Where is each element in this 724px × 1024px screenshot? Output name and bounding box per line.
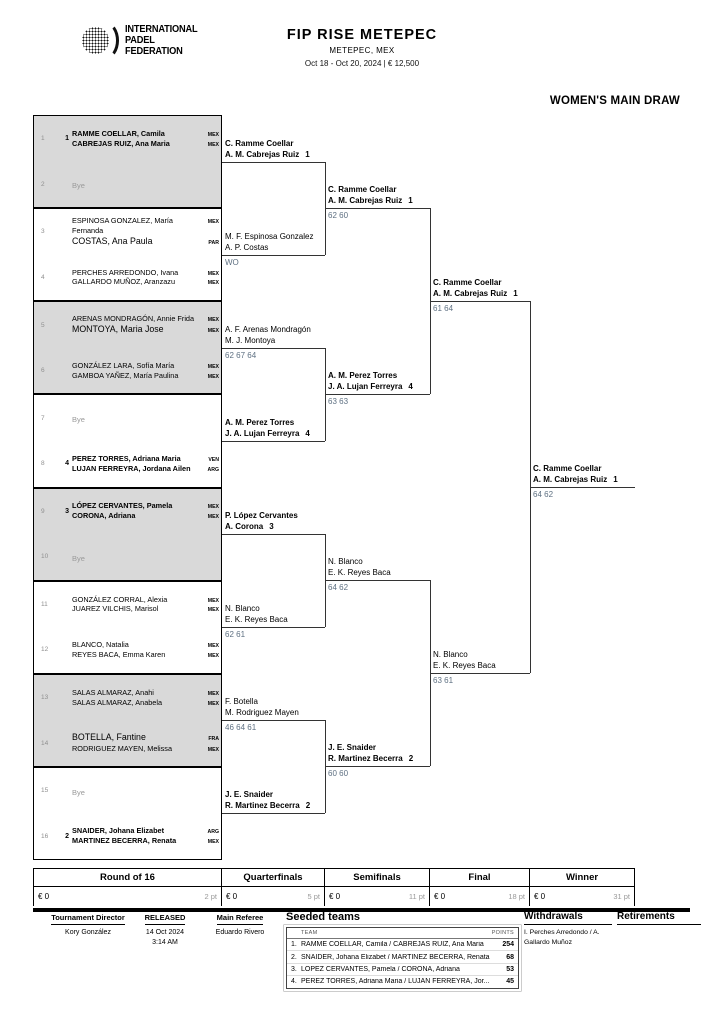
slot-number: 8 <box>41 460 45 468</box>
round-points: 31 pt <box>613 892 630 901</box>
bracket-connector <box>530 301 531 673</box>
draw-title: WOMEN'S MAIN DRAW <box>549 95 680 107</box>
released-date: 14 Oct 2024 <box>145 928 185 936</box>
country-code: MEX <box>207 690 219 697</box>
round-points: 11 pt <box>408 892 425 901</box>
team-names: PERCHES ARREDONDO, Ivana MEX GALLARDO MUÑOZ, Aranzazu MEX <box>72 267 219 287</box>
bye-label: Bye <box>72 787 85 797</box>
seeded-teams-title: Seeded teams <box>286 911 360 923</box>
seeded-teams-block <box>286 911 519 989</box>
round-prize: € 0 <box>38 892 50 901</box>
country-code: MEX <box>207 270 219 277</box>
team-names: ARENAS MONDRAGÓN, Annie Frida MEX MONTOYA, Maria Jose MEX <box>72 314 219 335</box>
bracket-line <box>222 627 325 628</box>
r16-match-5 <box>34 489 221 582</box>
released-block <box>134 913 196 949</box>
match-score: 60 60 <box>328 769 349 778</box>
round-col-r16: Round of 16 € 0 2 pt <box>33 869 222 906</box>
slot-number: 5 <box>41 321 45 329</box>
bracket-line <box>325 580 430 581</box>
country-code: MEX <box>207 363 219 370</box>
slot-number: 3 <box>41 228 45 236</box>
round-prize: € 0 <box>534 892 546 901</box>
withdrawals-block <box>524 911 612 948</box>
bracket-line <box>325 208 430 209</box>
main-referee-label: Main Referee <box>217 913 264 925</box>
seed-number: 1 <box>613 474 618 484</box>
withdrawals-text: I. Perches Arredondo / A. Gallardo Muñoz <box>524 929 600 947</box>
released-label: RELEASED <box>145 913 186 925</box>
seed-number: 1 <box>513 288 518 298</box>
r16-match-3 <box>34 302 221 395</box>
seed-number: 3 <box>269 521 274 531</box>
tournament-director-name: Kory González <box>65 928 111 936</box>
r16-match-2 <box>34 209 221 302</box>
seed-number: 3 <box>65 507 69 515</box>
seed-number: 4 <box>408 381 413 391</box>
slot-number: 12 <box>41 646 49 654</box>
main-referee-name: Eduardo Rivero <box>215 928 265 936</box>
draw-sheet: INTERNATIONAL PADEL FEDERATION FIP RISE METEPEC METEPEC, MEX Oct 18 - Oct 20, 2024 | € 12,500 WOMEN'S MAIN DRAW 1 1 RAMME COELLAR, Camila MEX CABREJAS RUIZ, Ana Maria MEX 2 Bye 3 ESPINOSA GONZALEZ, María Fernanda MEX COSTAS, Ana Paula PAR 4 PERCHES ARREDONDO, Ivana MEX GALLARDO MUÑOZ, Aranzazu MEX 5 ARENAS MONDRAGÓN, Annie Frida MEX MONTOYA, Maria Jose MEX 6 GONZÁLEZ LARA, Sofía María MEX GAMBOA YAÑEZ, María Paulina MEX 7 Bye 8 4 PEREZ TORRES, Adriana Maria VEN LUJAN FERREYRA, Jordana Ailen ARG 9 3 LÓPEZ CERVANTES, Pamela MEX CORONA, Adriana MEX 10 Bye 11 GONZÁLEZ CORRAL, Alexia MEX JUAREZ VILCHIS, Marisol MEX 12 BLANCO, Natalia MEX REYES BACA, Emma Karen MEX 13 SALAS ALMARAZ, Anahi MEX SALAS ALMARAZ, Anabela MEX 14 BOTELLA, Fantine FRA RODRIGUEZ MAYEN, Melissa MEX 15 Bye 16 2 SNAIDER, Johana Elizabet ARG MARTINEZ BECERRA, Renata MEX C. Ramme Coellar A. M. Cabrejas Ruiz 1 M. F. Espinosa Gonzalez A. P. Costas WO A. F. Arenas Mondragón M. J. Montoya 62 67 64 A. M. Perez Torres J. A. Lujan Ferreyra 4 P. López Cervantes A. Corona 3 N. Blanco E. K. Reyes Baca 62 61 F. Botella M. Rodriguez Mayen 46 64 61 J. E. Snaider R. Martinez Becerra 2 C. Ramme Coellar A. M. Cabrejas Ruiz 1 62 60 A. M. Perez Torres J. A. Lujan Ferreyra 4 63 63 N. Blanco E. K. Reyes Baca 64 62 J. E. Snaider R. Martinez Becerra 2 60 60 C. Ramme Coellar A. M. Cabrejas Ruiz 1 61 64 N. Blanco E. K. Reyes Baca 63 61 C. Ramme Coellar A. M. Cabrejas Ruiz 1 64 62 Round of 16 € 0 2 pt Quarterfinals € 0 5 pt Semifinals € 0 11 pt Final € 0 18 pt Winner € 0 31 pt Tournament Director Kory González RELEASED 14 Oct 2024 3:14 AM Main Referee Eduardo Rivero Seeded teams TEAM POINTS 1. RAMME COELLAR, Camila / CABREJAS RUIZ, Ana Maria 254 2. SNAIDER, Johana Elizabet / MARTINEZ BECERRA, Renata 68 3. LÓPEZ CERVANTES, Pamela / CORONA, Adriana 53 4. PEREZ TORRES, Adriana Maria / LUJAN FERREYRA, Jor... 45 Withdrawals I. Perches Arredondo / A. Gallardo Muñoz Retirements <box>0 0 724 1024</box>
slot-number: 13 <box>41 694 49 702</box>
r16-slot-12 <box>34 627 221 673</box>
match-score: WO <box>225 258 239 267</box>
seeded-teams-table <box>286 927 519 989</box>
match-score: 63 61 <box>433 676 454 685</box>
team-names: RAMME COELLAR, Camila MEX CABREJAS RUIZ, Ana Maria MEX <box>72 128 219 148</box>
bracket-line <box>530 487 635 488</box>
slot-number: 11 <box>41 600 48 608</box>
team-names: SALAS ALMARAZ, Anahi MEX SALAS ALMARAZ, Anabela MEX <box>72 687 219 707</box>
rounds-points-bar <box>33 868 635 906</box>
seeded-row-4: 4. PEREZ TORRES, Adriana Maria / LUJAN FERREYRA, Jor... 45 <box>287 975 518 987</box>
country-code: MEX <box>207 504 219 511</box>
tournament-title: FIP RISE METEPEC <box>286 27 438 43</box>
seeded-row-2: 2. SNAIDER, Johana Elizabet / MARTINEZ BECERRA, Renata 68 <box>287 950 518 962</box>
round-col-sf: Semifinals € 0 11 pt <box>325 869 430 906</box>
bracket-line <box>222 441 325 442</box>
round-points: 18 pt <box>508 892 525 901</box>
slot-number: 4 <box>41 273 45 281</box>
country-code: MEX <box>207 839 219 846</box>
bracket-line <box>222 534 325 535</box>
r16-slot-11 <box>34 582 221 628</box>
slot-number: 2 <box>41 180 45 188</box>
team-names: GONZÁLEZ LARA, Sofía María MEX GAMBOA YAÑEZ, María Paulina MEX <box>72 360 219 380</box>
match-score: 63 63 <box>328 397 349 406</box>
slot-number: 16 <box>41 832 49 840</box>
bracket-connector <box>430 580 431 766</box>
country-code: MEX <box>207 514 219 521</box>
bracket-line <box>222 720 325 721</box>
seed-number: 4 <box>65 460 69 468</box>
slot-number: 9 <box>41 507 45 515</box>
team-names: BOTELLA, Fantine FRA RODRIGUEZ MAYEN, Melissa MEX <box>72 732 219 753</box>
country-code: MEX <box>207 280 219 287</box>
released-time: 3:14 AM <box>152 939 178 946</box>
country-code: MEX <box>207 328 219 335</box>
r16-slot-13 <box>34 675 221 721</box>
bracket-connector <box>325 162 326 255</box>
r16-slot-2 <box>34 162 221 208</box>
seed-number: 1 <box>305 149 310 159</box>
country-code: FRA <box>208 736 219 743</box>
round-points: 2 pt <box>204 892 217 901</box>
bye-label: Bye <box>72 415 85 425</box>
country-code: MEX <box>207 746 219 753</box>
country-code: MEX <box>207 219 219 226</box>
org-name: INTERNATIONAL PADEL FEDERATION <box>125 23 198 57</box>
match-score: 61 64 <box>433 304 454 313</box>
round-col-winner: Winner € 0 31 pt <box>530 869 635 906</box>
slot-number: 14 <box>41 739 49 747</box>
r16-slot-8 <box>34 441 221 487</box>
r16-slot-6 <box>34 348 221 394</box>
seed-number: 1 <box>408 195 413 205</box>
seeded-header-team: TEAM <box>301 930 318 936</box>
bracket-connector <box>325 534 326 627</box>
tournament-header <box>0 27 724 68</box>
team-names: SNAIDER, Johana Elizabet ARG MARTINEZ BECERRA, Renata MEX <box>72 826 219 846</box>
country-code: PAR <box>208 239 219 246</box>
bracket-line <box>430 301 530 302</box>
seed-number: 2 <box>408 753 414 763</box>
match-score: 62 61 <box>225 630 246 639</box>
seeded-row-1: 1. RAMME COELLAR, Camila / CABREJAS RUIZ, Ana Maria 254 <box>291 941 514 949</box>
bye-label: Bye <box>72 181 85 191</box>
bracket-connector <box>430 208 431 394</box>
bracket-line <box>222 348 325 349</box>
slot-number: 1 <box>41 135 45 143</box>
r16-slot-16 <box>34 813 221 859</box>
round-points: 5 pt <box>307 892 320 901</box>
slot-number: 7 <box>41 414 45 422</box>
seed-number: 2 <box>305 800 311 810</box>
team-names: GONZÁLEZ CORRAL, Alexia MEX JUAREZ VILCHIS, Marisol MEX <box>72 594 219 614</box>
bracket-line <box>430 673 530 674</box>
seed-number: 2 <box>65 832 69 840</box>
r16-slot-10 <box>34 534 221 580</box>
team-names: BLANCO, Natalia MEX REYES BACA, Emma Karen MEX <box>72 640 219 659</box>
bracket-line <box>222 162 325 163</box>
tournament-location: METEPEC, MEX <box>329 46 395 55</box>
r16-slot-3 <box>34 209 221 255</box>
match-score: 64 62 <box>533 490 554 499</box>
seeded-header-points: POINTS <box>491 930 514 936</box>
team-names: ESPINOSA GONZALEZ, María Fernanda MEX COSTAS, Ana Paula PAR <box>72 216 219 246</box>
r16-slot-9 <box>34 489 221 535</box>
slot-number: 10 <box>41 553 49 561</box>
r16-match-8 <box>34 768 221 859</box>
retirements-block <box>617 911 701 928</box>
country-code: MEX <box>207 643 219 650</box>
retirements-label: Retirements <box>617 911 701 925</box>
slot-number: 6 <box>41 367 45 375</box>
r16-match-6 <box>34 582 221 675</box>
r16-slot-1 <box>34 116 221 162</box>
seed-number: 1 <box>65 135 69 143</box>
r16-slot-4 <box>34 255 221 301</box>
seed-number: 4 <box>305 428 310 438</box>
country-code: MEX <box>207 131 219 138</box>
tournament-dates-prize: Oct 18 - Oct 20, 2024 | € 12,500 <box>304 59 420 68</box>
match-score: 46 64 61 <box>225 723 257 732</box>
bracket-line <box>325 766 430 767</box>
r16-slot-7 <box>34 395 221 441</box>
bracket-connector <box>325 348 326 441</box>
match-score: 64 62 <box>328 583 349 592</box>
country-code: MEX <box>207 607 219 614</box>
team-names: PEREZ TORRES, Adriana Maria VEN LUJAN FERREYRA, Jordana Ailen ARG <box>72 453 219 473</box>
seeded-row-3: 3. LÓPEZ CERVANTES, Pamela / CORONA, Adriana 53 <box>287 963 518 975</box>
country-code: MEX <box>207 597 219 604</box>
match-score: 62 67 64 <box>225 351 257 360</box>
r16-slot-15 <box>34 768 221 814</box>
round-prize: € 0 <box>329 892 341 901</box>
round-col-final: Final € 0 18 pt <box>430 869 530 906</box>
round-col-qf: Quarterfinals € 0 5 pt <box>222 869 325 906</box>
main-referee-block <box>202 913 278 938</box>
country-code: ARG <box>207 829 219 836</box>
r16-slot-14 <box>34 720 221 766</box>
tournament-director-block <box>40 913 136 938</box>
r16-match-1 <box>34 116 221 209</box>
round-prize: € 0 <box>226 892 238 901</box>
match-score: 62 60 <box>328 211 349 220</box>
withdrawals-label: Withdrawals <box>524 911 612 925</box>
country-code: MEX <box>207 317 219 324</box>
country-code: MEX <box>207 700 219 707</box>
country-code: ARG <box>207 466 219 473</box>
country-code: MEX <box>207 373 219 380</box>
bye-label: Bye <box>72 553 85 563</box>
round-prize: € 0 <box>434 892 446 901</box>
round-of-16-table <box>33 115 222 860</box>
team-names: LÓPEZ CERVANTES, Pamela MEX CORONA, Adriana MEX <box>72 501 219 521</box>
bracket-line <box>222 255 325 256</box>
r16-slot-5 <box>34 302 221 348</box>
country-code: MEX <box>207 141 219 148</box>
r16-match-4 <box>34 395 221 488</box>
r16-match-7 <box>34 675 221 768</box>
tournament-director-label: Tournament Director <box>51 913 125 925</box>
country-code: MEX <box>207 652 219 659</box>
slot-number: 15 <box>41 787 49 795</box>
bracket-connector <box>325 720 326 813</box>
country-code: VEN <box>208 456 219 463</box>
bracket-line <box>325 394 430 395</box>
bracket-line <box>222 813 325 814</box>
